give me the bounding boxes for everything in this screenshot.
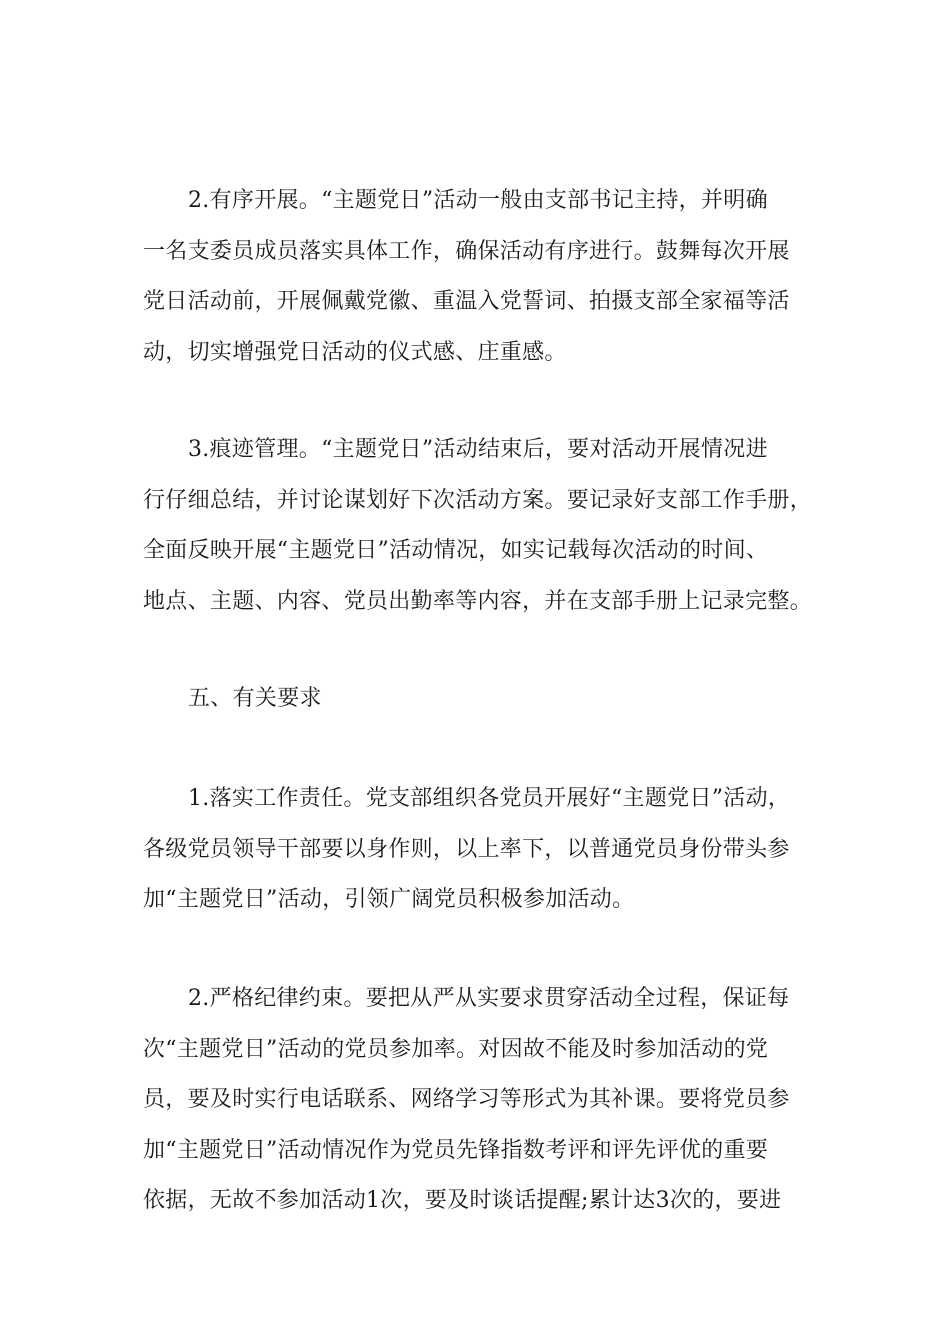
- paragraph-line: 各级党员领导干部要以身作则，以上率下，以普通党员身份带头参: [143, 836, 790, 862]
- section-heading-requirements: [143, 674, 813, 725]
- paragraph-line: 次“主题党日”活动的党员参加率。对因故不能及时参加活动的党: [143, 1036, 769, 1062]
- paragraph-discipline: [143, 974, 813, 1227]
- paragraph-line: 一名支委员成员落实具体工作，确保活动有序进行。鼓舞每次开展: [143, 238, 790, 264]
- paragraph-line: 党日活动前，开展佩戴党徽、重温入党誓词、拍摄支部全家福等活: [143, 289, 790, 314]
- paragraph-line: 员，要及时实行电话联系、网络学习等形式为其补课。要将党员参: [143, 1087, 790, 1112]
- paragraph-line: 2.有序开展。“主题党日”活动一般由支部书记主持，并明确: [188, 188, 768, 213]
- paragraph-line: 动，切实增强党日活动的仪式感、庄重感。: [143, 339, 567, 365]
- paragraph-line: 依据，无故不参加活动1次，要及时谈话提醒;累计达3次的，要进: [143, 1188, 782, 1213]
- paragraph-line: 行仔细总结，并讨论谋划好下次活动方案。要记录好支部工作手册，: [143, 487, 813, 513]
- paragraph-line: 加“主题党日”活动，引领广阔党员积极参加活动。: [143, 887, 635, 912]
- paragraph-orderly-conduct: [143, 176, 813, 378]
- paragraph-line: 3.痕迹管理。“主题党日”活动结束后，要对活动开展情况进: [188, 437, 768, 462]
- paragraph-line: 加“主题党日”活动情况作为党员先锋指数考评和评先评优的重要: [143, 1137, 769, 1163]
- paragraph-line: 2.严格纪律约束。要把从严从实要求贯穿活动全过程，保证每: [188, 986, 790, 1011]
- section-heading: 五、有关要求: [188, 686, 322, 711]
- paragraph-work-responsibility: [143, 774, 813, 926]
- paragraph-line: 全面反映开展“主题党日”活动情况，如实记载每次活动的时间、: [143, 538, 769, 563]
- paragraph-line: 1.落实工作责任。党支部组织各党员开展好“主题党日”活动，: [188, 786, 791, 811]
- paragraph-trace-management: [143, 425, 813, 627]
- paragraph-line: 地点、主题、内容、党员出勤率等内容，并在支部手册上记录完整。: [143, 588, 813, 614]
